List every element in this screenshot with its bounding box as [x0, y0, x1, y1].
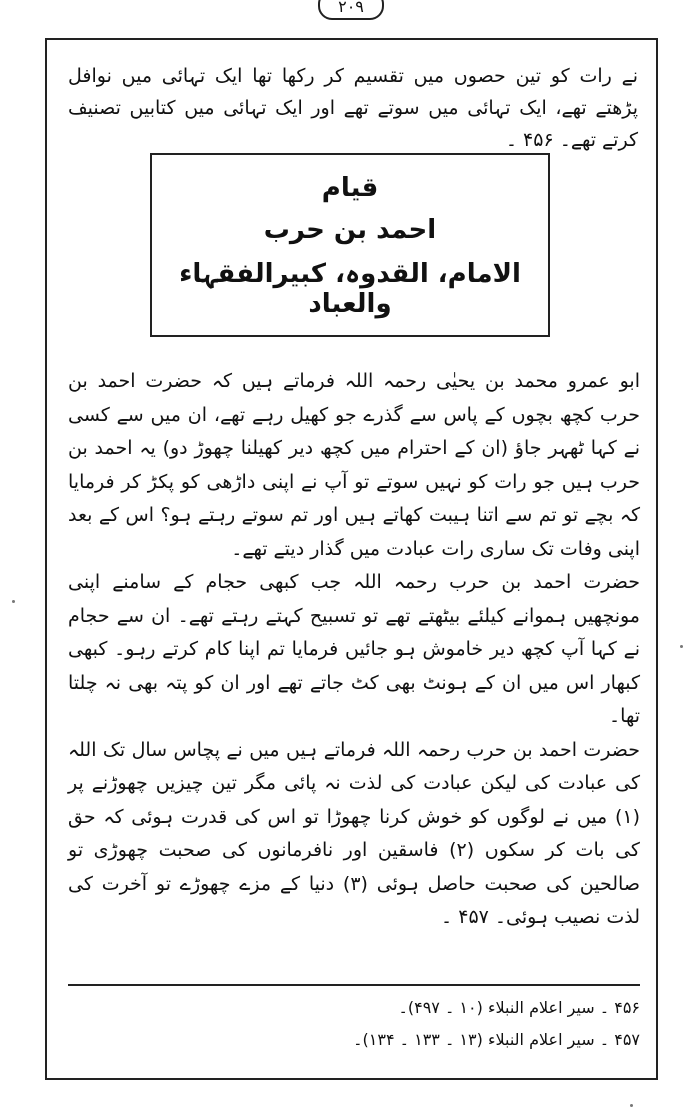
- scan-speck: [12, 600, 15, 603]
- intro-text: نے رات کو تین حصوں میں تقسیم کر رکھا تھا ایک تہائی میں نوافل پڑھتے تھے، ایک تہائی میں سوتے تھے اور ایک تہائی میں کتابیں تصنیف کرتے تھے۔ ۴۵۶ ۔: [68, 65, 638, 151]
- footnote-457: ۴۵۷ ۔ سیر اعلام النبلاء (۱۳ ۔ ۱۳۳ ۔ ۱۳۴)۔: [353, 1030, 640, 1049]
- heading-titles: الامام، القدوہ، کبیرالفقہاء والعباد: [179, 259, 521, 319]
- paragraph-2: حضرت احمد بن حرب رحمہ اللہ جب کبھی حجام کے سامنے اپنی مونچھیں ہموانے کیلئے بیٹھتے تھے تو تسبیح کہتے رہتے تھے۔ ان سے حجام نے کہا آپ کچھ دیر خاموش ہو جائیں فرمایا تم اپنا کام کرتے رہو۔ کبھی کبھار اس میں ان کے ہونٹ بھی کٹ جاتے تھے اور ان کو پتہ بھی نہ چلتا تھا۔: [68, 571, 640, 727]
- scan-speck: [680, 645, 683, 648]
- page-number: ۲۰۹: [318, 0, 384, 20]
- footnote-divider: [68, 984, 640, 986]
- footnote-456: ۴۵۶ ۔ سیر اعلام النبلاء (۱۰ ۔ ۴۹۷)۔: [398, 998, 640, 1017]
- heading-title: قیام: [321, 173, 379, 203]
- paragraph-3: حضرت احمد بن حرب رحمہ اللہ فرماتے ہیں میں نے پچاس سال تک اللہ کی عبادت کی لیکن عبادت کی لذت نہ پائی مگر تین چیزیں چھوڑنے پر (۱) میں نے لوگوں کو خوش کرنا چھوڑا تو اس کی قدرت ہوئی کہ حق کی بات کر سکوں (۲) فاسقین اور نافرمانوں کی صحبت چھوڑی تو صالحین کی صحبت حاصل ہوئی (۳) دنیا کے مزے چھوڑے تو آخرت کی لذت نصیب ہوئی۔ ۴۵۷ ۔: [68, 738, 640, 928]
- footnotes: [68, 992, 640, 1056]
- paragraph-1: ابو عمرو محمد بن یحیٰی رحمہ اللہ فرماتے ہیں کہ حضرت احمد بن حرب کچھ بچوں کے پاس سے گذرے جو کھیل رہے تھے، ان میں سے کسی نے کہا ٹھہر جاؤ (ان کے احترام میں کچھ دیر کھیلنا چھوڑ دو) یہ احمد بن حرب ہیں جو رات کو نہیں سوتے تو آپ نے اپنی داڑھی کو پکڑ کر فرمایا کہ بچے تو تم سے اتنا ہیبت کھاتے ہیں اور تم سوتے رہتے ہو؟ اس کے بعد اپنی وفات تک ساری رات عبادت میں گذار دیتے تھے۔: [68, 370, 640, 560]
- heading-name: احمد بن حرب: [263, 215, 437, 245]
- body-text: [68, 365, 640, 935]
- scan-speck: [630, 1104, 633, 1107]
- heading-box: [150, 153, 550, 337]
